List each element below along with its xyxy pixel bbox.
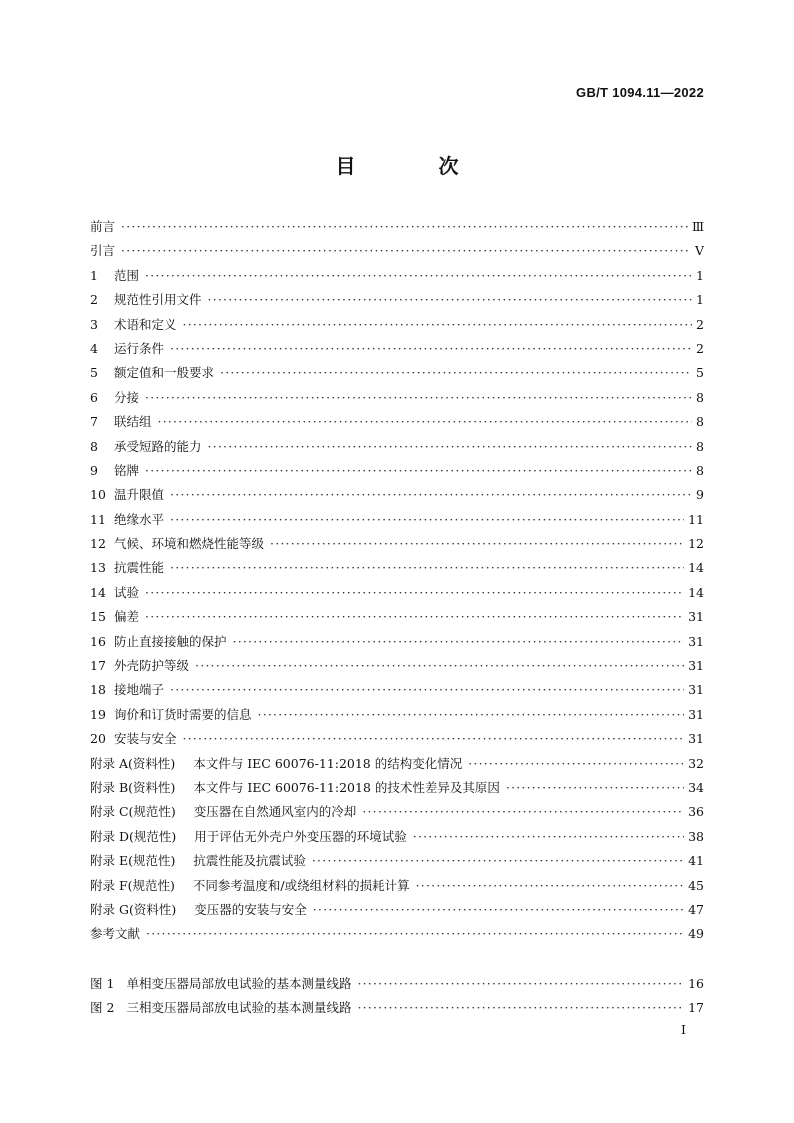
toc-entry-page: 31 [688,682,704,698]
toc-entry[interactable] [90,313,704,337]
toc-entry-number: 3 [90,316,98,332]
toc-entry-page: 47 [688,901,704,917]
toc-entry-title: 变压器的安装与安全 [194,901,307,917]
dot-leader [170,483,692,507]
toc-entry[interactable] [90,654,704,678]
toc-entry-title: 引言 [90,243,116,259]
toc-entry[interactable] [90,264,704,288]
toc-entry-page: 31 [688,658,704,674]
toc-entry[interactable] [90,605,704,629]
toc-entry-number: 附录 E(规范性) [90,853,176,869]
dot-leader [362,800,684,824]
toc-entry-number: 附录 D(规范性) [90,828,177,844]
toc-entry-page: 12 [688,536,704,552]
dot-leader [208,435,693,459]
toc-entry-number: 17 [90,658,106,674]
toc-entry-title: 用于评估无外壳户外变压器的环境试验 [194,828,407,844]
toc-entry-title: 本文件与 IEC 60076-11:2018 的结构变化情况 [193,755,463,771]
toc-entry-number: 19 [90,706,106,722]
table-of-contents [90,215,704,947]
toc-entry-page: 2 [696,316,704,332]
toc-entry-number: 16 [90,633,106,649]
toc-entry[interactable] [90,556,704,580]
toc-entry[interactable] [90,849,704,873]
toc-entry-title: 试验 [114,584,140,600]
toc-entry-title: 抗震性能及抗震试验 [193,853,306,869]
toc-entry-title: 前言 [90,219,116,234]
toc-entry-number: 4 [90,340,98,356]
toc-entry[interactable] [90,435,704,459]
toc-title: 目 次 [335,154,497,178]
toc-entry[interactable] [90,532,704,556]
toc-entry-title: 联结组 [114,414,152,430]
toc-entry-page: 32 [688,755,704,771]
dot-leader [233,630,685,654]
toc-entry-number: 1 [90,267,98,283]
toc-entry-title: 本文件与 IEC 60076-11:2018 的技术性差异及其原因 [193,779,500,795]
toc-entry-number: 附录 G(资料性) [90,901,177,917]
toc-entry-page: 41 [688,853,704,869]
toc-entry-number: 9 [90,462,98,478]
dot-leader [270,532,684,556]
dot-leader [145,581,684,605]
dot-leader [121,239,691,263]
toc-entry-title: 不同参考温度和/或绕组材料的损耗计算 [192,877,410,893]
toc-entry[interactable] [90,727,704,751]
toc-entry-number: 14 [90,584,106,600]
toc-entry-page: 45 [688,877,704,893]
toc-entry-title: 分接 [114,389,140,405]
page-number: I [681,1022,686,1037]
toc-entry-number: 12 [90,536,106,552]
toc-entry[interactable] [90,239,704,263]
toc-entry-number: 18 [90,682,106,698]
toc-entry-number: 2 [90,292,98,308]
toc-entry-title: 承受短路的能力 [114,438,202,454]
dot-leader [313,898,684,922]
toc-entry-page: Ⅲ [691,219,704,234]
toc-entry-number: 11 [90,511,106,527]
toc-entry-title: 三相变压器局部放电试验的基本测量线路 [126,1000,352,1016]
figure-list [90,972,704,1021]
toc-entry-page: 34 [688,779,704,795]
toc-entry-number: 图 2 [90,1000,115,1016]
dot-leader [468,752,684,776]
toc-entry[interactable] [90,386,704,410]
figure-entry[interactable] [90,972,704,996]
toc-entry-title: 偏差 [114,609,140,625]
toc-entry-page: 8 [696,462,704,478]
toc-entry[interactable] [90,508,704,532]
toc-entry-page: 1 [696,267,704,283]
dot-leader [146,922,684,946]
toc-entry-title: 外壳防护等级 [114,658,190,674]
toc-entry-title: 参考文献 [90,926,141,942]
toc-entry-title: 接地端子 [114,682,165,698]
toc-entry-page: 36 [688,804,704,820]
toc-entry-number: 附录 A(资料性) [90,755,176,771]
toc-entry-number: 7 [90,414,98,430]
standard-code: GB/T 1094.11—2022 [576,85,704,100]
toc-entry-number: 图 1 [90,976,115,991]
toc-entry-number: 5 [90,365,98,381]
toc-entry-number: 13 [90,560,106,576]
dot-leader [145,386,692,410]
toc-entry-title: 安装与安全 [114,731,177,747]
dot-leader [183,727,685,751]
dot-leader [183,313,693,337]
toc-entry-page: 9 [696,487,704,503]
dot-leader [170,508,684,532]
toc-entry-page: 8 [696,438,704,454]
toc-entry[interactable] [90,922,704,946]
toc-entry[interactable] [90,459,704,483]
toc-entry[interactable] [90,825,704,849]
dot-leader [170,678,684,702]
dot-leader [170,337,692,361]
toc-entry-page: 8 [696,414,704,430]
toc-entry-title: 绝缘水平 [114,511,165,527]
toc-entry-title: 防止直接接触的保护 [114,633,227,649]
toc-entry-page: 14 [688,560,704,576]
toc-entry[interactable] [90,874,704,898]
toc-entry-title: 变压器在自然通风室内的冷却 [193,804,357,820]
figure-entry[interactable] [90,996,704,1020]
toc-entry-page: 14 [688,584,704,600]
toc-entry-page: Ⅴ [694,243,704,259]
toc-entry-page: 2 [696,340,704,356]
toc-entry[interactable] [90,410,704,434]
toc-entry-title: 询价和订货时需要的信息 [114,706,252,722]
toc-entry[interactable] [90,581,704,605]
toc-entry-title: 气候、环境和燃烧性能等级 [114,536,265,552]
toc-entry-number: 10 [90,487,106,503]
dot-leader [208,288,693,312]
toc-entry-number: 8 [90,438,98,454]
toc-entry-page: 8 [696,389,704,405]
toc-entry-number: 20 [90,731,106,747]
toc-entry-page: 31 [688,609,704,625]
toc-entry-page: 11 [688,511,704,527]
dot-leader [413,825,684,849]
dot-leader [170,556,684,580]
toc-entry-page: 38 [688,828,704,844]
dot-leader [145,459,692,483]
toc-entry-number: 附录 C(规范性) [90,804,176,820]
toc-entry[interactable] [90,483,704,507]
toc-entry[interactable] [90,703,704,727]
dot-leader [220,361,692,385]
toc-entry[interactable] [90,776,704,800]
dot-leader [145,264,692,288]
toc-entry-number: 附录 F(规范性) [90,877,175,893]
toc-entry-title: 术语和定义 [114,316,177,332]
dot-leader [121,215,688,239]
toc-entry-number: 6 [90,389,98,405]
dot-leader [506,776,684,800]
dot-leader [145,605,684,629]
toc-entry[interactable] [90,630,704,654]
toc-entry-number: 15 [90,609,106,625]
toc-entry[interactable] [90,288,704,312]
dot-leader [312,849,684,873]
toc-entry[interactable] [90,361,704,385]
toc-entry-page: 31 [688,633,704,649]
toc-entry-page: 17 [688,1000,704,1016]
toc-entry-title: 运行条件 [114,340,165,356]
dot-leader [416,874,684,898]
toc-entry-page: 16 [688,976,704,991]
toc-entry-page: 1 [696,292,704,308]
toc-entry-page: 31 [688,706,704,722]
toc-entry-title: 抗震性能 [114,560,165,576]
dot-leader [357,996,684,1020]
toc-entry-title: 单相变压器局部放电试验的基本测量线路 [126,976,352,991]
dot-leader [357,972,684,996]
toc-entry-page: 49 [688,926,704,942]
toc-entry-title: 范围 [114,267,140,283]
toc-entry[interactable] [90,752,704,776]
toc-entry[interactable] [90,800,704,824]
toc-entry-title: 规范性引用文件 [114,292,202,308]
dot-leader [158,410,693,434]
toc-entry[interactable] [90,678,704,702]
dot-leader [258,703,685,727]
toc-entry[interactable] [90,898,704,922]
toc-entry-page: 5 [696,365,704,381]
toc-entry[interactable] [90,215,704,239]
toc-entry-title: 铭牌 [114,462,140,478]
toc-entry-title: 额定值和一般要求 [114,365,215,381]
dot-leader [195,654,684,678]
toc-entry[interactable] [90,337,704,361]
toc-entry-page: 31 [688,731,704,747]
toc-entry-title: 温升限值 [114,487,165,503]
toc-entry-number: 附录 B(资料性) [90,779,176,795]
